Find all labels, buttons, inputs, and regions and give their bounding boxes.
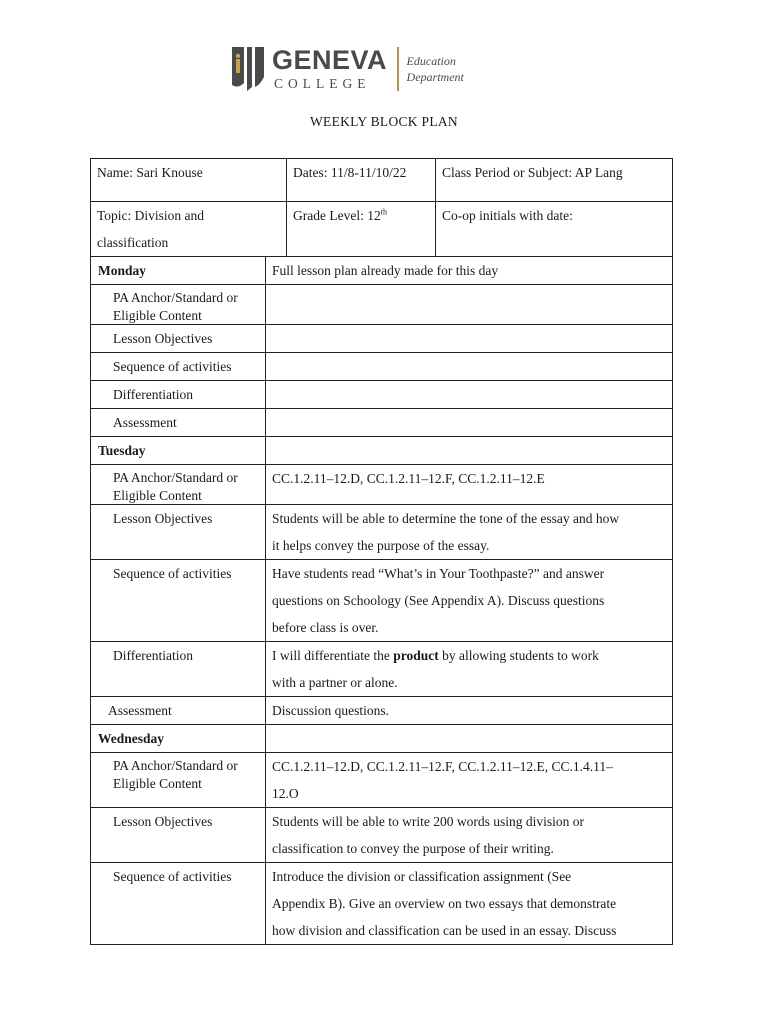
monday-sequence-row [91, 353, 673, 381]
monday-differentiation-label: Differentiation [91, 381, 266, 409]
wednesday-sequence-row [91, 863, 673, 945]
wednesday-sequence-label: Sequence of activities [91, 863, 266, 945]
tuesday-pa-label: PA Anchor/Standard or Eligible Content [91, 465, 266, 505]
logo-subtitle: COLLEGE [274, 76, 371, 92]
header-row-1 [91, 159, 673, 202]
tuesday-label: Tuesday [91, 437, 266, 465]
dates-cell: Dates: 11/8-11/10/22 [287, 159, 436, 202]
monday-pa-label: PA Anchor/Standard or Eligible Content [91, 285, 266, 325]
document-title: WEEKLY BLOCK PLAN [310, 114, 458, 129]
monday-pa-value [266, 285, 673, 325]
logo-department: Education Department [406, 53, 464, 84]
tuesday-sequence-value: Have students read “What’s in Your Toothpaste?” and answer questions on Schoology (See Appendix A). Discuss questions before class is over. [266, 560, 673, 642]
tuesday-objectives-value: Students will be able to determine the tone of the essay and how it helps convey the purpose of the essay. [266, 505, 673, 560]
tuesday-row [91, 437, 673, 465]
logo-divider [397, 47, 399, 91]
monday-objectives-label: Lesson Objectives [91, 325, 266, 353]
tuesday-differentiation-row [91, 642, 673, 697]
wednesday-note [266, 725, 673, 753]
tuesday-differentiation-value: I will differentiate the product by allowing students to work with a partner or alone. [266, 642, 673, 697]
tuesday-sequence-label: Sequence of activities [91, 560, 266, 642]
wednesday-objectives-row [91, 808, 673, 863]
wednesday-objectives-label: Lesson Objectives [91, 808, 266, 863]
monday-differentiation-row [91, 381, 673, 409]
monday-assessment-label: Assessment [91, 409, 266, 437]
monday-label: Monday [91, 257, 266, 285]
monday-assessment-row [91, 409, 673, 437]
tuesday-pa-row [91, 465, 673, 505]
wednesday-row [91, 725, 673, 753]
weekly-block-plan-table [90, 158, 673, 945]
college-shield-icon [230, 45, 266, 93]
tuesday-assessment-value: Discussion questions. [266, 697, 673, 725]
wednesday-objectives-value: Students will be able to write 200 words using division or classification to convey the purpose of their writing. [266, 808, 673, 863]
class-period-cell: Class Period or Subject: AP Lang [436, 159, 673, 202]
emphasis-product: product [393, 648, 439, 663]
wednesday-sequence-value: Introduce the division or classification assignment (See Appendix B). Give an overview on two essays that demonstrate how division and classification can be used in an essay. Discuss [266, 863, 673, 945]
monday-sequence-value [266, 353, 673, 381]
monday-assessment-value [266, 409, 673, 437]
geneva-college-logo [230, 44, 476, 94]
name-cell: Name: Sari Knouse [91, 159, 287, 202]
tuesday-sequence-row [91, 560, 673, 642]
tuesday-assessment-label: Assessment [91, 697, 266, 725]
logo-brand: GENEVA [272, 45, 388, 76]
tuesday-pa-value: CC.1.2.11–12.D, CC.1.2.11–12.F, CC.1.2.11–12.E [266, 465, 673, 505]
monday-sequence-label: Sequence of activities [91, 353, 266, 381]
topic-cell: Topic: Division and classification [91, 202, 287, 257]
tuesday-objectives-label: Lesson Objectives [91, 505, 266, 560]
wednesday-label: Wednesday [91, 725, 266, 753]
monday-objectives-row [91, 325, 673, 353]
wednesday-pa-row [91, 753, 673, 808]
wednesday-pa-label: PA Anchor/Standard or Eligible Content [91, 753, 266, 808]
monday-pa-row [91, 285, 673, 325]
tuesday-differentiation-label: Differentiation [91, 642, 266, 697]
wednesday-pa-value: CC.1.2.11–12.D, CC.1.2.11–12.F, CC.1.2.11–12.E, CC.1.4.11– 12.O [266, 753, 673, 808]
monday-objectives-value [266, 325, 673, 353]
header-row-2 [91, 202, 673, 257]
monday-row [91, 257, 673, 285]
grade-level-cell: Grade Level: 12th [287, 202, 436, 257]
tuesday-assessment-row [91, 697, 673, 725]
tuesday-objectives-row [91, 505, 673, 560]
tuesday-note [266, 437, 673, 465]
monday-note: Full lesson plan already made for this day [266, 257, 673, 285]
monday-differentiation-value [266, 381, 673, 409]
coop-initials-cell: Co-op initials with date: [436, 202, 673, 257]
